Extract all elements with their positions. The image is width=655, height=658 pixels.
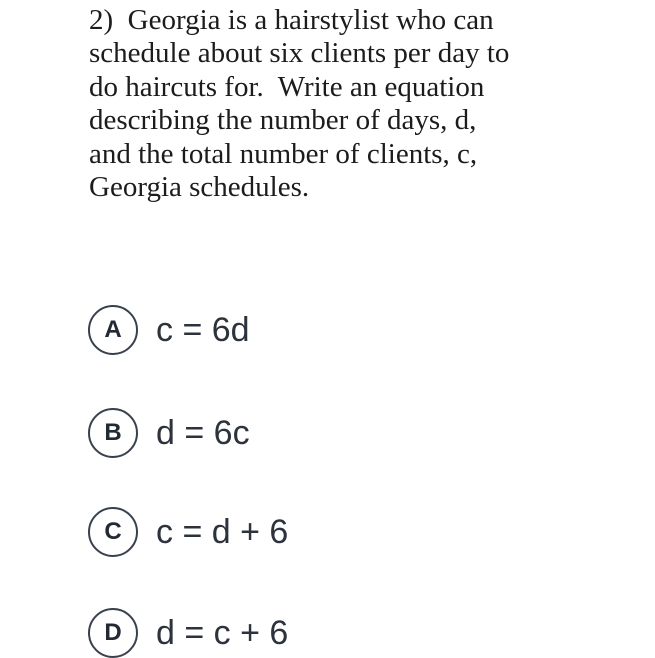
option-b-letter: B: [104, 419, 122, 446]
question-line: describing the number of days, d,: [89, 104, 477, 137]
option-c-label: c = d + 6: [156, 513, 289, 551]
option-b-label: d = 6c: [156, 414, 250, 452]
question-line: Georgia schedules.: [89, 171, 310, 204]
option-c-letter: C: [104, 518, 122, 545]
question-line: and the total number of clients, c,: [89, 137, 478, 170]
option-c-circle-badge[interactable]: [88, 507, 138, 557]
option-a-label: c = 6d: [156, 311, 250, 349]
answer-option-d[interactable]: [88, 608, 288, 658]
answer-option-c[interactable]: [88, 507, 288, 557]
option-d-circle-badge[interactable]: [88, 608, 138, 658]
option-b-circle-badge[interactable]: [88, 408, 138, 458]
question-line: schedule about six clients per day to: [89, 37, 510, 70]
option-d-letter: D: [104, 619, 122, 646]
question-line: 2) Georgia is a hairstylist who can: [89, 4, 494, 36]
question-line: do haircuts for. Write an equation: [89, 70, 485, 103]
question-text: [89, 4, 509, 204]
option-a-circle-badge[interactable]: [88, 305, 138, 355]
option-d-label: d = c + 6: [156, 614, 289, 652]
answer-option-b[interactable]: [88, 408, 250, 458]
answer-option-a[interactable]: [88, 305, 250, 355]
option-a-letter: A: [104, 316, 122, 343]
